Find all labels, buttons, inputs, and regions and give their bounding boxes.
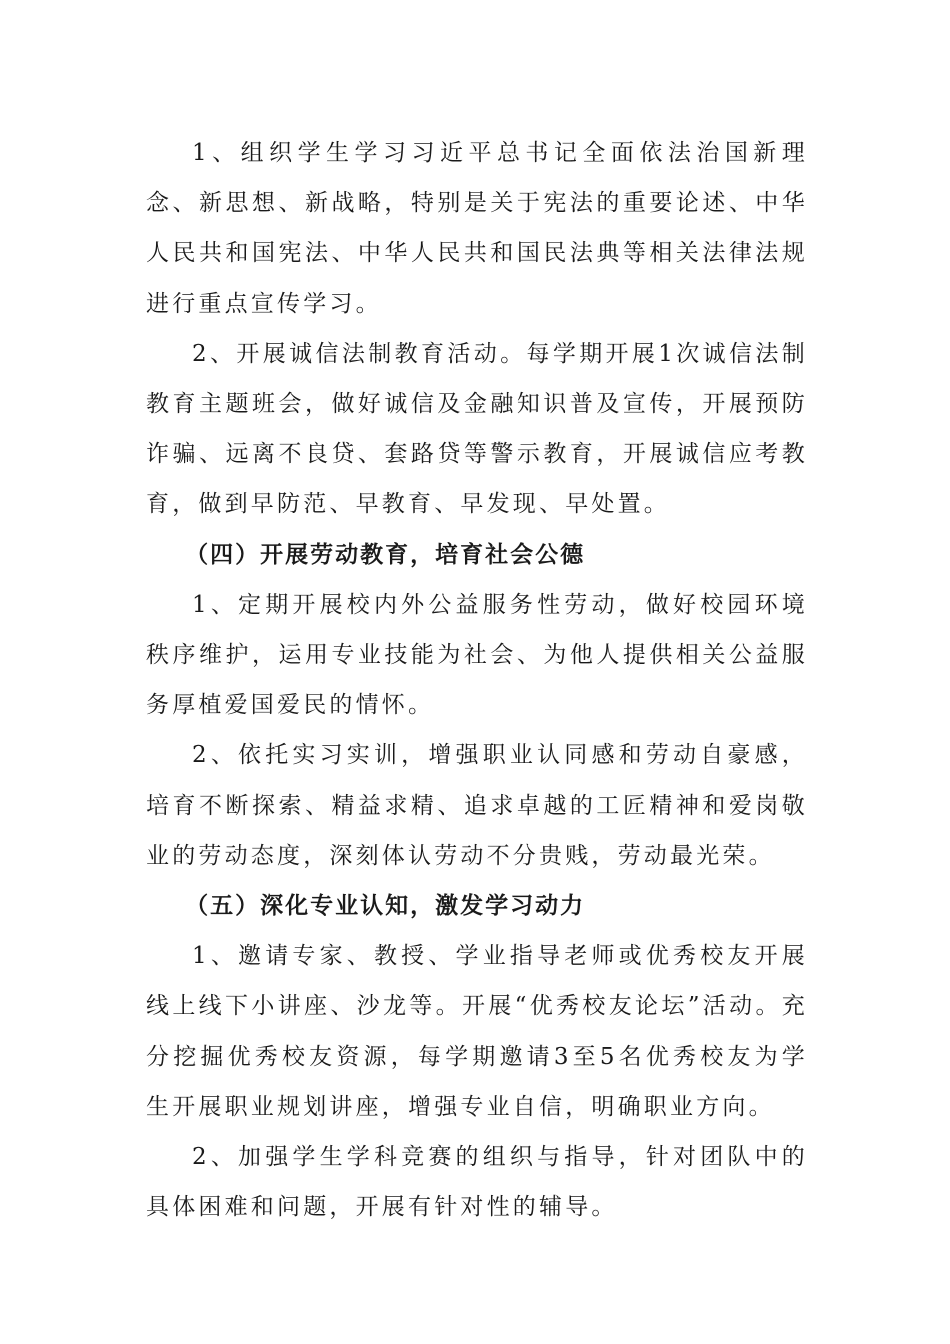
paragraph-public-service-labor: 1、定期开展校内外公益服务性劳动，做好校园环境秩序维护，运用专业技能为社会、为他人提供相关公益服务厚植爱国爱民的情怀。: [146, 591, 808, 719]
document-body: [146, 128, 808, 1232]
paragraph-law-study: 1、组织学生学习习近平总书记全面依法治国新理念、新思想、新战略，特别是关于宪法的重要论述、中华人民共和国宪法、中华人民共和国民法典等相关法律法规进行重点宣传学习。: [146, 140, 808, 317]
paragraph-integrity-education: 2、开展诚信法制教育活动。每学期开展1次诚信法制教育主题班会，做好诚信及金融知识普及宣传，开展预防诈骗、远离不良贷、套路贷等警示教育，开展诚信应考教育，做到早防范、早教育、早发现、早处置。: [146, 340, 808, 518]
paragraph-competition-guidance: 2、加强学生学科竞赛的组织与指导，针对团队中的具体困难和问题，开展有针对性的辅导。: [146, 1144, 808, 1221]
paragraph-internship-training: 2、依托实习实训，增强职业认同感和劳动自豪感，培育不断探索、精益求精、追求卓越的工匠精神和爱岗敬业的劳动态度，深刻体认劳动不分贵贱，劳动最光荣。: [146, 742, 808, 869]
paragraph-expert-lectures: 1、邀请专家、教授、学业指导老师或优秀校友开展线上线下小讲座、沙龙等。开展“优秀校友论坛”活动。充分挖掘优秀校友资源，每学期邀请3至5名优秀校友为学生开展职业规划讲座，增强专业自信，明确职业方向。: [146, 943, 808, 1120]
section-heading-labor-education: （四）开展劳动教育，培育社会公德: [185, 541, 586, 568]
section-heading-professional-awareness: （五）深化专业认知，激发学习动力: [185, 893, 586, 920]
